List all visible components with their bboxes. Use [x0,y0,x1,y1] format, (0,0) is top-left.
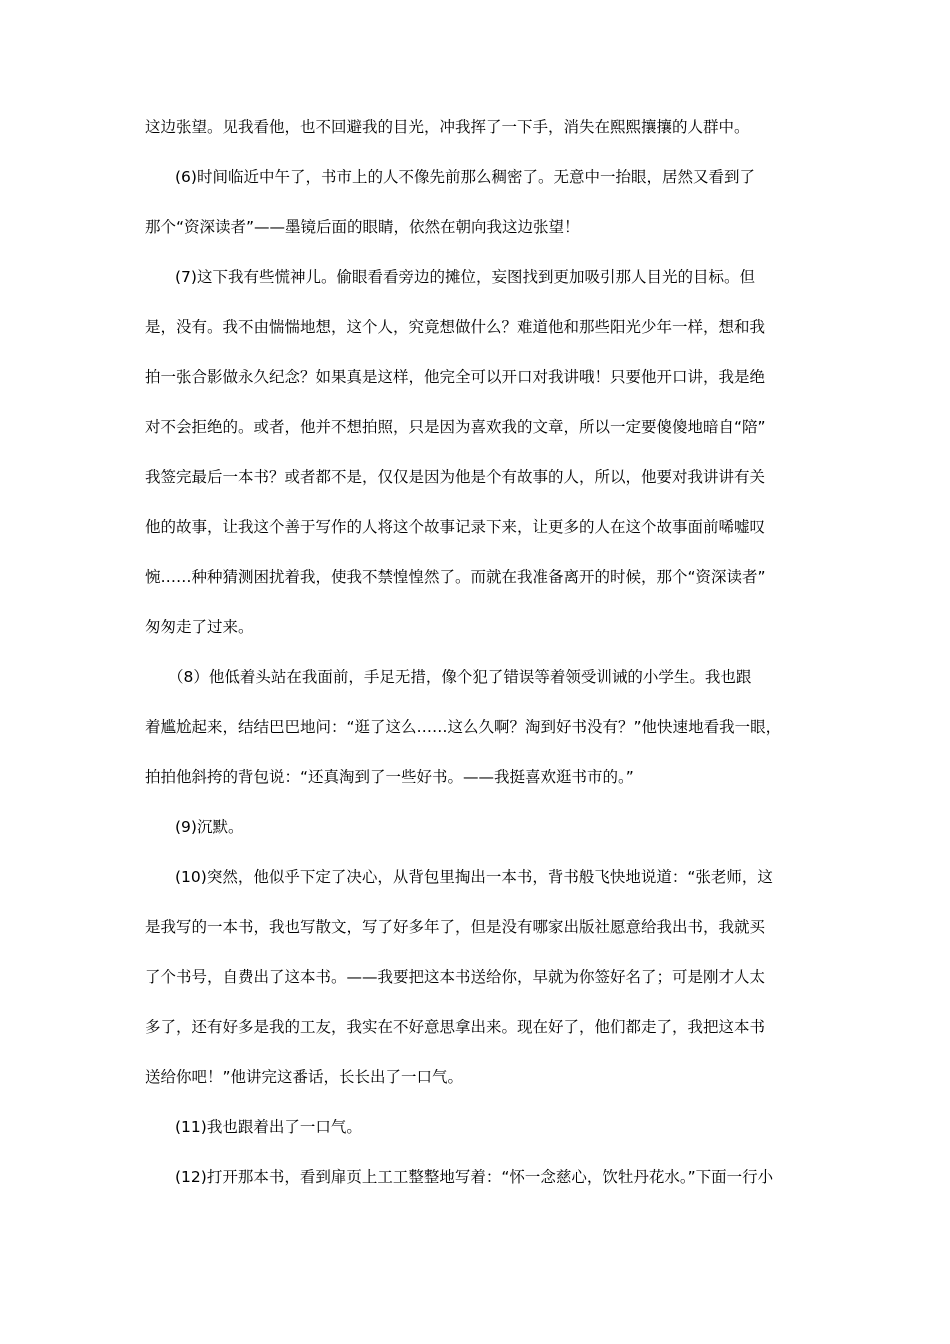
line-text: 是，没有。我不由惴惴地想，这个人，究竟想做什么？难道他和那些阳光少年一样，想和我 [145,318,766,336]
line-text: (9)沉默。 [175,818,244,836]
line-text: 着尴尬起来，结结巴巴地问：“逛了这么……这么久啊？淘到好书没有？”他快速地看我一眼， [145,718,782,736]
line-text: 对不会拒绝的。或者，他并不想拍照，只是因为喜欢我的文章，所以一定要傻傻地暗自“陪” [145,418,766,436]
line-text: 多了，还有好多是我的工友，我实在不好意思拿出来。现在好了，他们都走了，我把这本书 [145,1018,766,1036]
line-text: (6)时间临近中午了，书市上的人不像先前那么稠密了。无意中一抬眼，居然又看到了 [175,168,755,186]
line-text: (10)突然，他似乎下定了决心，从背包里掏出一本书，背书般飞快地说道：“张老师，这 [175,868,773,886]
line-text: 送给你吧！”他讲完这番话，长长出了一口气。 [145,1068,464,1086]
line-text: 那个“资深读者”——墨镜后面的眼睛，依然在朝向我这边张望！ [145,218,580,236]
line-text: 了个书号，自费出了这本书。——我要把这本书送给你，早就为你签好名了；可是刚才人太 [145,968,766,986]
line-text: 这边张望。见我看他，也不回避我的目光，冲我挥了一下手，消失在熙熙攘攘的人群中。 [145,118,750,136]
line-text: 我签完最后一本书？或者都不是，仅仅是因为他是个有故事的人，所以，他要对我讲讲有关 [145,468,766,486]
line-text: 拍一张合影做永久纪念？如果真是这样，他完全可以开口对我讲哦！只要他开口讲，我是绝 [145,368,766,386]
line-text: (7)这下我有些慌神儿。偷眼看看旁边的摊位，妄图找到更加吸引那人目光的目标。但 [175,268,755,286]
line-text: 他的故事，让我这个善于写作的人将这个故事记录下来，让更多的人在这个故事面前唏嘘叹 [145,518,766,536]
line-text: 惋……种种猜测困扰着我，使我不禁惶惶然了。而就在我准备离开的时候，那个“资深读者” [145,568,766,586]
line-text: 拍拍他斜挎的背包说：“还真淘到了一些好书。——我挺喜欢逛书市的。” [145,768,634,786]
line-text: 匆匆走了过来。 [145,618,254,636]
line-text: (11)我也跟着出了一口气。 [175,1118,362,1136]
line-text: 是我写的一本书，我也写散文，写了好多年了，但是没有哪家出版社愿意给我出书，我就买 [145,918,766,936]
line-text: （8）他低着头站在我面前，手足无措，像个犯了错误等着领受训诫的小学生。我也跟 [168,668,752,686]
line-text: (12)打开那本书，看到扉页上工工整整地写着：“怀一念慈心，饮牡丹花水。”下面一行小 [175,1168,774,1186]
